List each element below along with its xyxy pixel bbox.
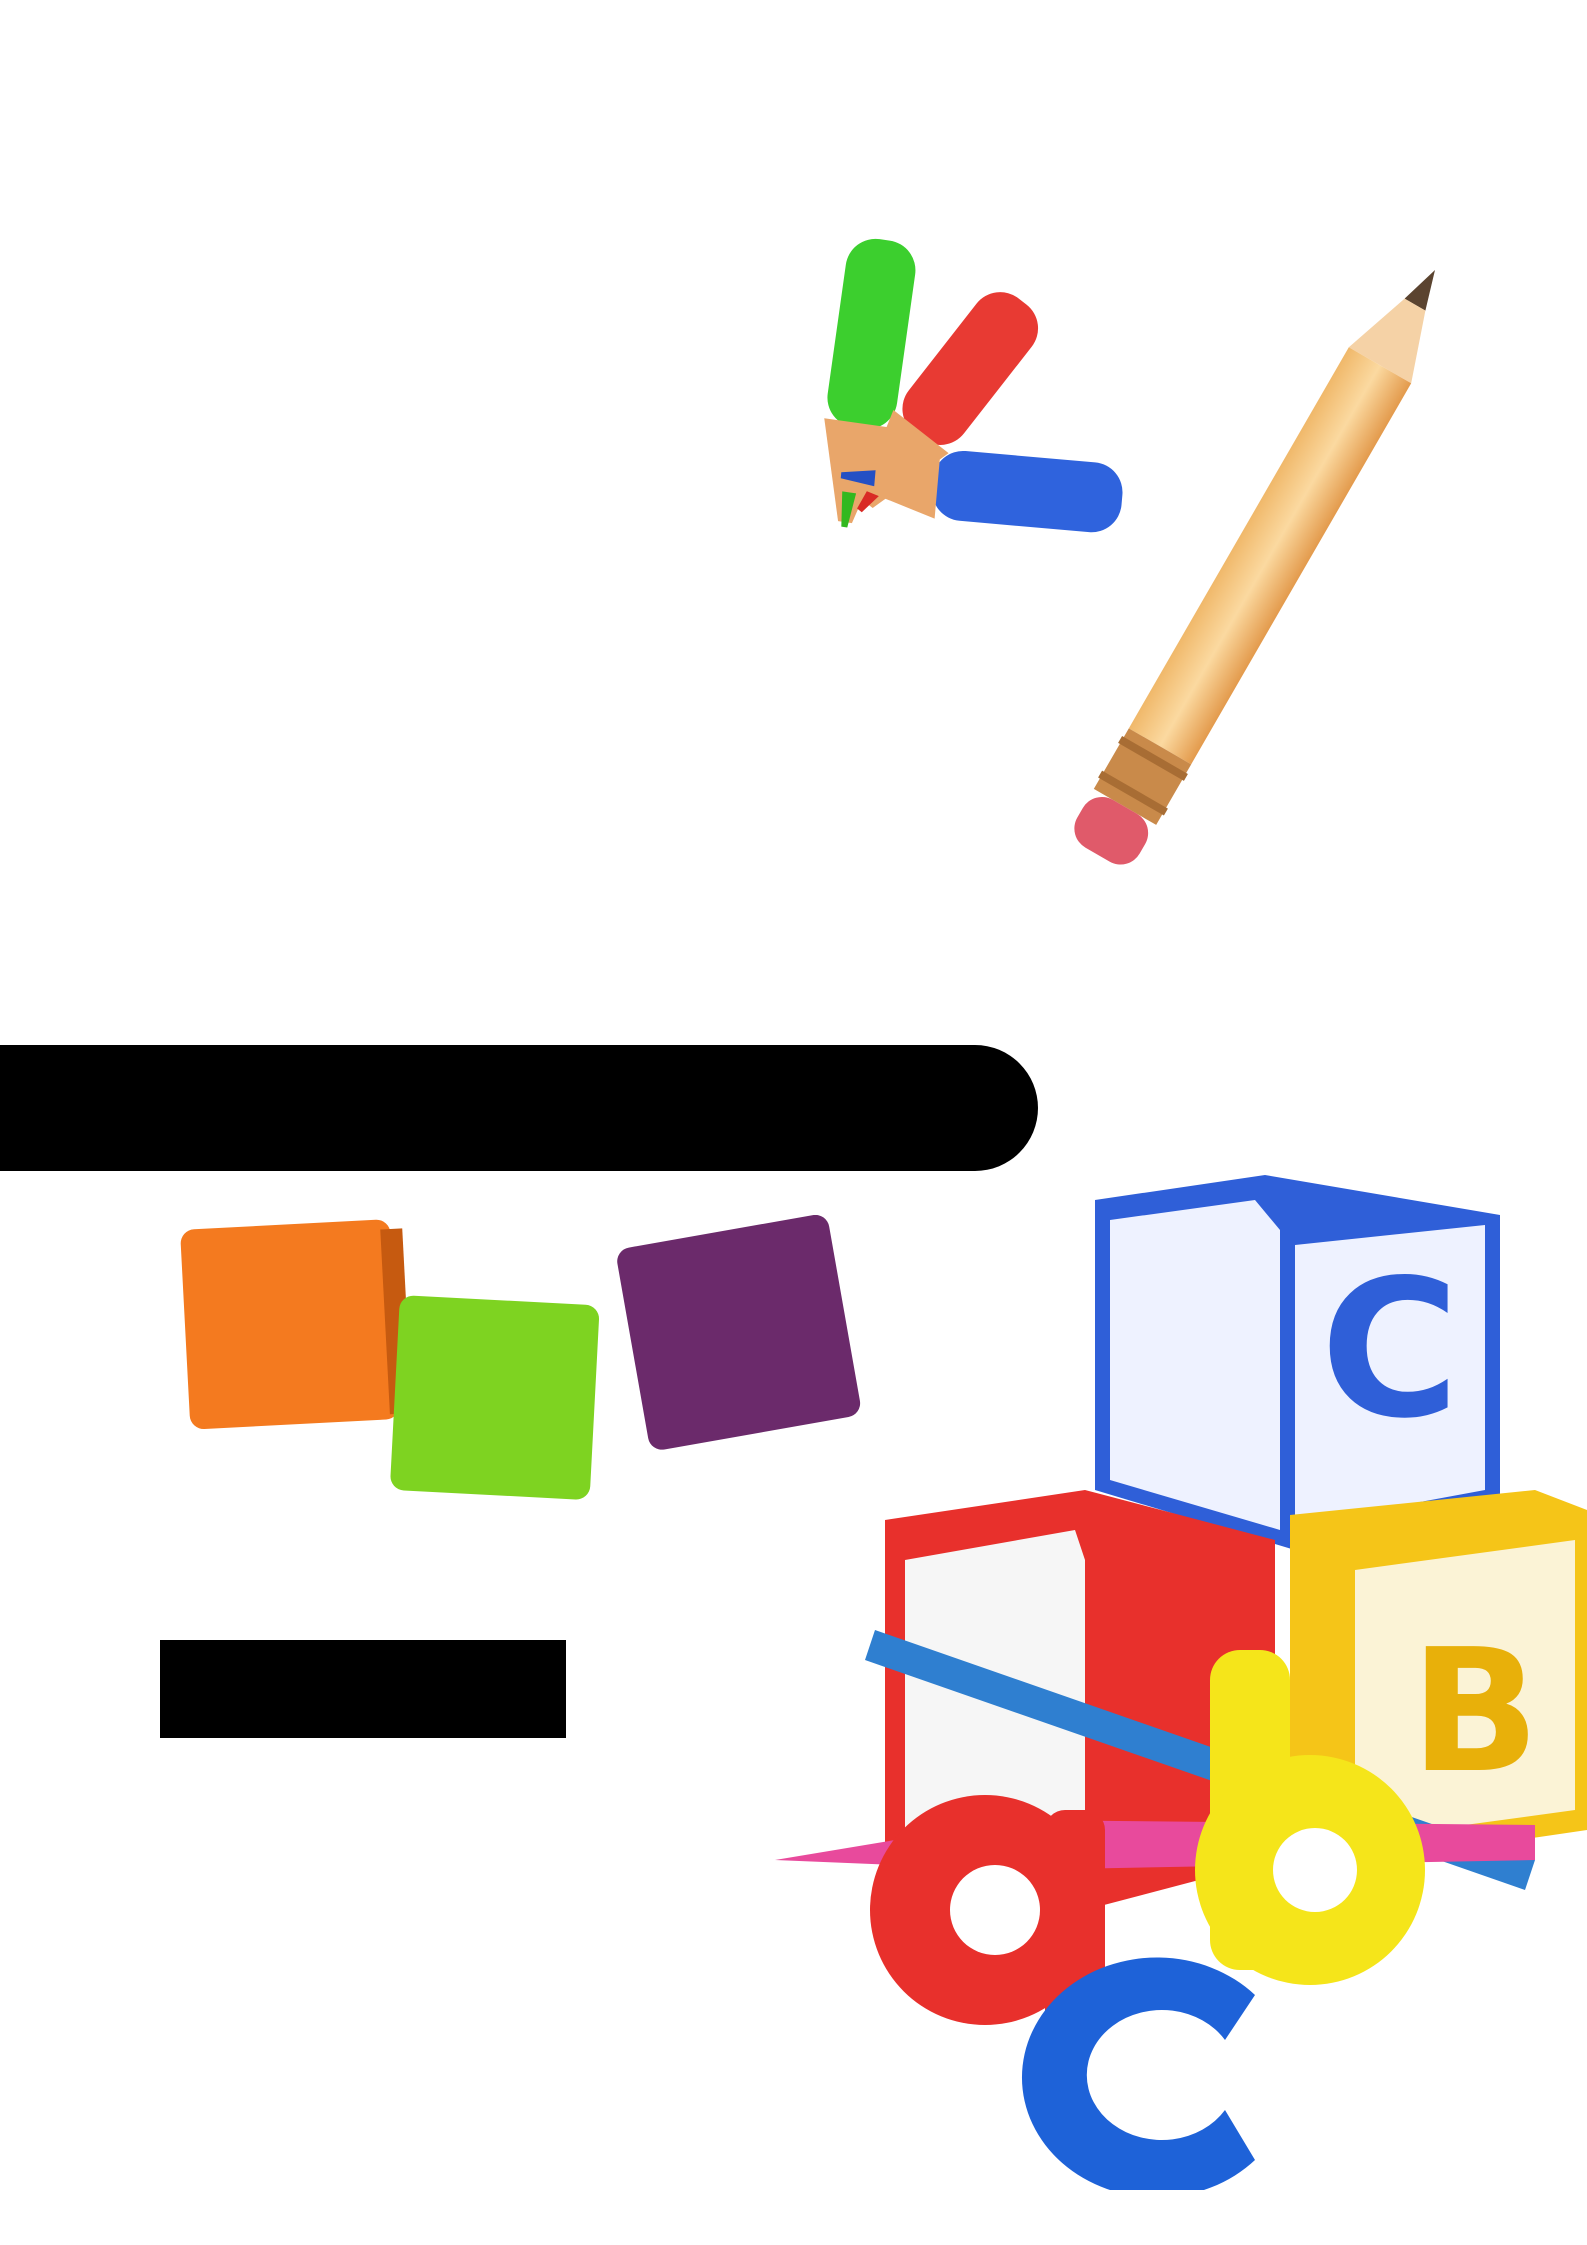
- top-pencils-border-image: [0, 0, 1587, 160]
- bottom-pencils-image: [0, 1820, 940, 2245]
- registration-banner: [0, 1045, 1038, 1171]
- svg-text:B: B: [1410, 1613, 1540, 1811]
- crayons-and-pencil-illustration: [780, 215, 1540, 995]
- svg-text:C: C: [1320, 1239, 1460, 1460]
- register-now-label[interactable]: [160, 1655, 566, 1717]
